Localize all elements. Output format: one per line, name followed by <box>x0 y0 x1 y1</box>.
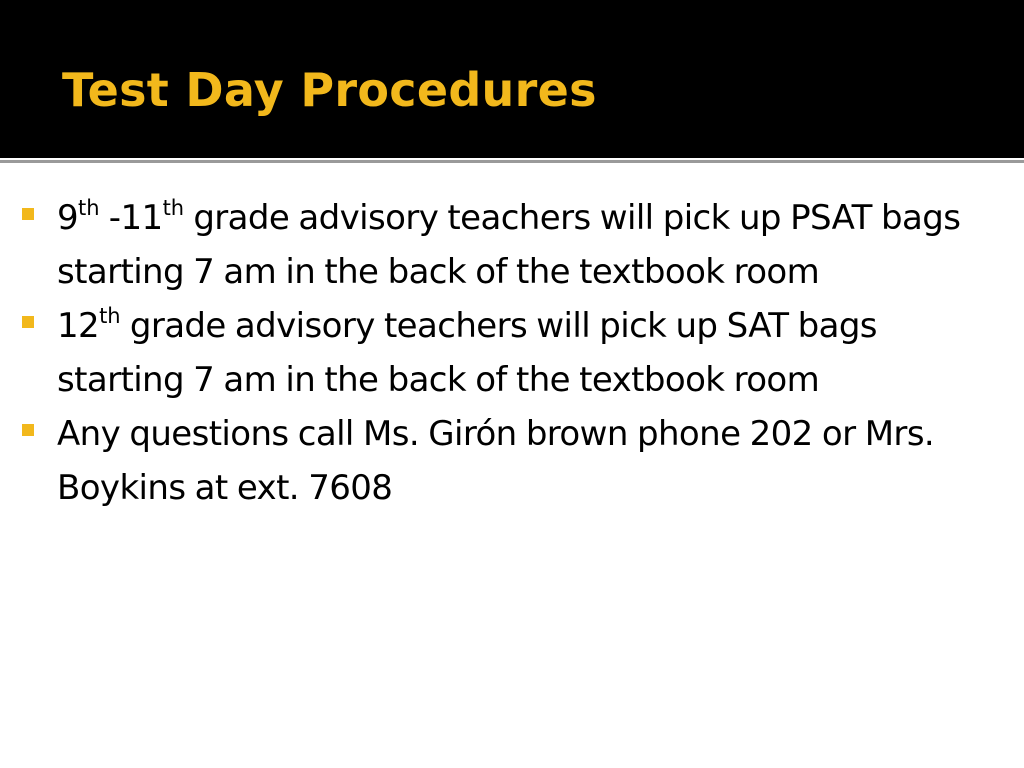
bullet-text: grade advisory teachers will pick up PSAT bags starting 7 am in the back of the textbook room <box>57 198 961 292</box>
grade-from: 9 <box>57 198 79 238</box>
bullet-item-questions-contact <box>57 407 1007 515</box>
grade-to: 11 <box>120 198 163 238</box>
bullet-item-psat-pickup <box>57 191 1007 299</box>
square-bullet-icon <box>22 424 34 436</box>
bullet-text: grade advisory teachers will pick up SAT bags starting 7 am in the back of the textbook room <box>57 306 877 400</box>
grade: 12 <box>57 306 100 346</box>
range-separator: - <box>99 198 121 238</box>
title-divider <box>0 158 1024 166</box>
square-bullet-icon <box>22 316 34 328</box>
slide-title: Test Day Procedures <box>62 63 597 117</box>
bullet-list <box>57 191 1007 515</box>
grade-suffix: th <box>99 303 121 328</box>
square-bullet-icon <box>22 208 34 220</box>
grade-to-suffix: th <box>162 195 185 220</box>
title-bar <box>0 0 1024 158</box>
bullet-item-sat-pickup <box>57 299 1007 407</box>
grade-from-suffix: th <box>78 195 100 220</box>
bullet-text: Any questions call Ms. Girón brown phone 202 or Mrs. Boykins at ext. 7608 <box>57 414 935 508</box>
